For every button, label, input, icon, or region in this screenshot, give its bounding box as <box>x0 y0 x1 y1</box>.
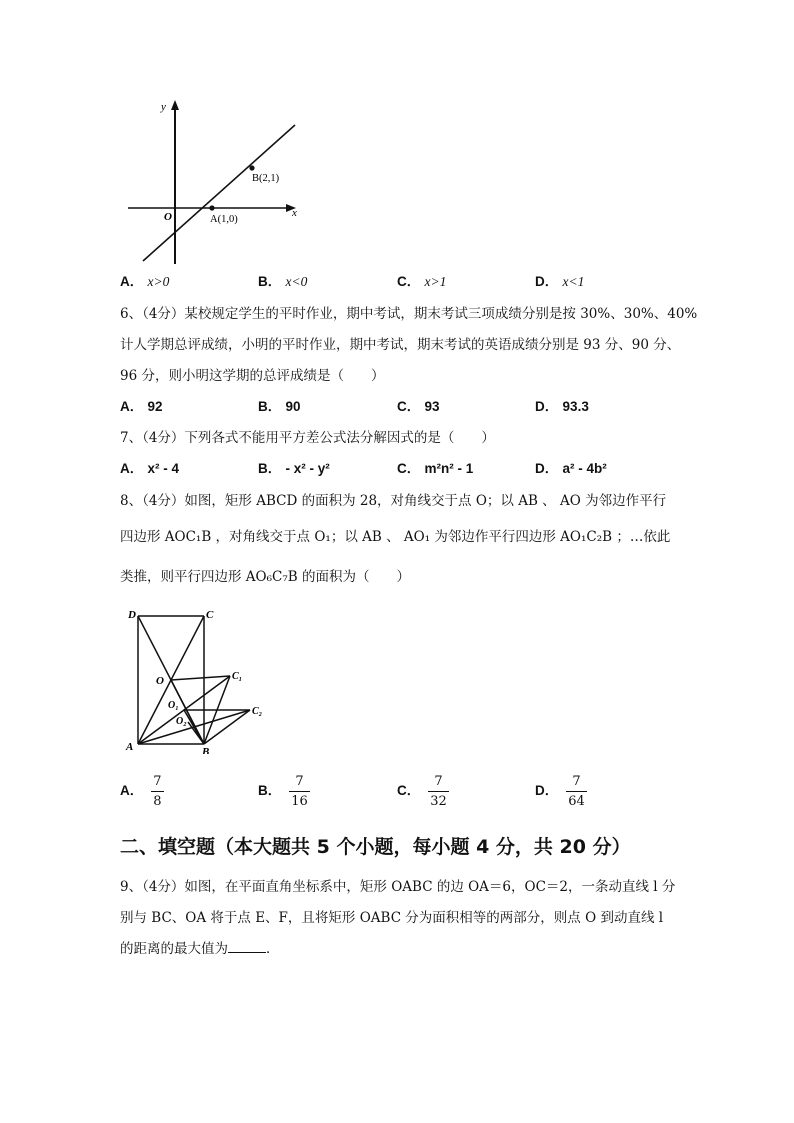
y-axis-label: y <box>161 101 166 113</box>
q9-stem-line-1: 9、（4分）如图，在平面直角坐标系中，矩形 OABC 的边 OA＝6，OC＝2，一条动直线 l 分 <box>120 879 676 895</box>
q6-option-a[interactable]: A． 92 <box>120 399 163 414</box>
q9-stem-line-3-text: 的距离的最大值为 <box>120 941 228 957</box>
origin-label: O <box>164 211 172 223</box>
q7-option-d[interactable]: D． a² - 4b² <box>535 461 607 476</box>
answer-blank[interactable] <box>228 940 266 953</box>
y-axis-arrow <box>171 100 179 110</box>
q8-stem-line-2: 四边形 AOC₁B ，对角线交于点 O₁；以 AB 、 AO₁ 为邻边作平行四边形 AO₁C₂B ；…依此 <box>120 529 671 545</box>
fraction: $\frac{7}{32}$ <box>430 774 447 809</box>
q6-stem-line-3: 96 分，则小明这学期的总评成绩是（ ） <box>120 368 385 384</box>
q7-option-b[interactable]: B． - x² - y² <box>258 461 330 476</box>
q9-stem-line-3-end: ． <box>266 941 280 957</box>
point-a-label: A(1,0) <box>210 214 238 225</box>
label-a: A <box>126 741 134 753</box>
q7-option-c[interactable]: C． m²n² - 1 <box>397 461 474 476</box>
q6-option-b[interactable]: B． 90 <box>258 399 301 414</box>
point-b-label: B(2,1) <box>252 173 280 184</box>
linear-function-graph <box>120 96 310 266</box>
label-o1: O₁ <box>168 700 179 711</box>
fraction: $\frac{7}{64}$ <box>568 774 585 809</box>
label-o2: O₂ <box>176 716 187 727</box>
q6-stem-line-2: 计人学期总评成绩，小明的平时作业，期中考试，期末考试的英语成绩分别是 93 分、90 分、 <box>120 337 681 353</box>
q6-option-c[interactable]: C． 93 <box>397 399 440 414</box>
q5-option-a[interactable]: A． x>0 <box>120 274 170 289</box>
label-c: C <box>206 609 214 621</box>
label-o: O <box>156 675 164 687</box>
q8-option-a[interactable]: A． $\frac{7}{8}$ <box>120 774 162 809</box>
segment-o-c1 <box>171 676 230 680</box>
q8-option-d[interactable]: D． $\frac{7}{64}$ <box>535 774 585 809</box>
function-line <box>143 125 295 261</box>
q7-option-a[interactable]: A． x² - 4 <box>120 461 180 476</box>
q8-option-c[interactable]: C． $\frac{7}{32}$ <box>397 774 447 809</box>
rectangle-parallelogram-figure <box>122 604 272 754</box>
q9-stem-line-3 <box>120 937 280 957</box>
q8-stem-line-1: 8、（4分）如图，矩形 ABCD 的面积为 28，对角线交于点 O；以 AB 、 AO 为邻边作平行 <box>120 493 667 509</box>
q9-stem-line-2: 别与 BC、OA 将于点 E、F，且将矩形 OABC 分为面积相等的两部分，则点 O 到动直线 l <box>120 910 664 926</box>
q6-option-d[interactable]: D． 93.3 <box>535 399 589 414</box>
label-c2: C₂ <box>252 706 263 717</box>
label-b: B <box>202 746 210 754</box>
label-c1: C₁ <box>232 671 243 682</box>
x-axis-label: x <box>292 207 297 219</box>
label-d: D <box>128 609 136 621</box>
q5-option-b[interactable]: B． x<0 <box>258 274 308 289</box>
q5-option-d[interactable]: D． x<1 <box>535 274 585 289</box>
q5-option-c[interactable]: C． x>1 <box>397 274 447 289</box>
point-a <box>209 205 214 210</box>
section-2-title: 二、填空题（本大题共 5 个小题，每小题 4 分，共 20 分） <box>120 836 631 858</box>
q8-option-b[interactable]: B． $\frac{7}{16}$ <box>258 774 308 809</box>
q8-stem-line-3: 类推，则平行四边形 AO₆C₇B 的面积为（ ） <box>120 569 410 585</box>
q6-stem-line-1: 6、（4分）某校规定学生的平时作业，期中考试，期末考试三项成绩分别是按 30%、30%、40% <box>120 306 698 322</box>
q7-stem: 7、（4分）下列各式不能用平方差公式法分解因式的是（ ） <box>120 430 495 446</box>
point-b <box>249 165 254 170</box>
fraction: $\frac{7}{16}$ <box>291 774 308 809</box>
fraction: $\frac{7}{8}$ <box>153 774 162 809</box>
